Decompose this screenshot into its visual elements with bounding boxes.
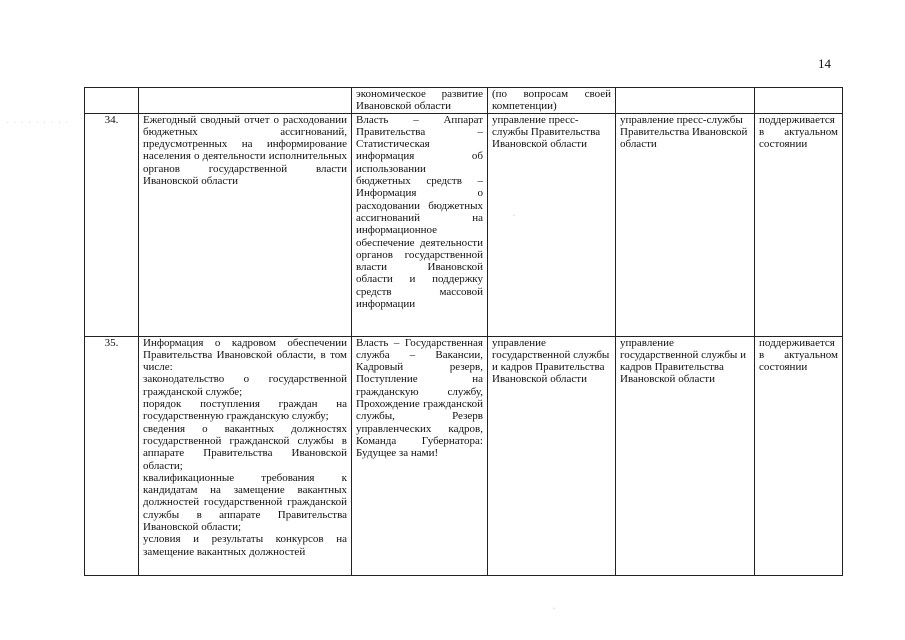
info-item: законодательство о государственной гражданской службе; — [143, 373, 347, 398]
scan-dot: · — [553, 606, 555, 612]
cell-site-section: Власть – Аппарат Правительства – Статистическая информация об использовании бюджетных средств – Информация о расходовании бюджетных ассигнований на информационное обеспечение деятельности органов государственной власти Ивановской области и поддержку средств массовой информации — [352, 113, 488, 336]
cell-site-section: экономическое развитие Ивановской области — [352, 88, 488, 114]
cell-info-name — [139, 336, 352, 575]
cell-responsible: управление государственной службы и кадров Правительства Ивановской области — [616, 336, 755, 575]
cell-responsible: управление пресс-службы Правительства Ивановской области — [616, 113, 755, 336]
cell-number: 34. — [85, 113, 139, 336]
scan-dot: · — [513, 213, 515, 219]
cell-responsible — [616, 88, 755, 114]
info-item: условия и результаты конкурсов на замещение вакантных должностей — [143, 533, 347, 558]
table-row-35 — [85, 336, 843, 575]
document-table — [84, 87, 843, 576]
cell-number: 35. — [85, 336, 139, 575]
page-number: 14 — [818, 56, 831, 71]
cell-executor: (по вопросам своей компетенции) — [488, 88, 616, 114]
info-item: сведения о вакантных должностях государственной гражданской службы в аппарате Правительства Ивановской области; — [143, 422, 347, 472]
cell-executor: управление государственной службы и кадров Правительства Ивановской области — [488, 336, 616, 575]
info-item: порядок поступления граждан на государственную гражданскую службу; — [143, 398, 347, 423]
cell-executor: управление пресс-службы Правительства Ивановской области — [488, 113, 616, 336]
table-row-continuation — [85, 88, 843, 114]
cell-info-name — [139, 88, 352, 114]
cell-status — [755, 88, 843, 114]
cell-info-name: Ежегодный сводный отчет о расходовании бюджетных ассигнований, предусмотренных на информирование населения о деятельности исполнительных органов государственной власти Ивановской области — [139, 113, 352, 336]
cell-site-section: Власть – Государственная служба – Вакансии, Кадровый резерв, Поступление на гражданскую службу, Прохождение гражданской службы, Резерв управленческих кадров, Команда Губернатора: Будущее за нами! — [352, 336, 488, 575]
table-row-34 — [85, 113, 843, 336]
cell-number — [85, 88, 139, 114]
side-margin-mark: · · · · · · · · · — [6, 120, 70, 126]
info-item: квалификационные требования к кандидатам на замещение вакантных должностей государственной гражданской службы в аппарате Правительства Ивановской области; — [143, 471, 347, 534]
cell-status: поддерживается в актуальном состоянии — [755, 336, 843, 575]
info-item: Информация о кадровом обеспечении Правительства Ивановской области, в том числе: — [143, 336, 347, 374]
cell-status: поддерживается в актуальном состоянии — [755, 113, 843, 336]
